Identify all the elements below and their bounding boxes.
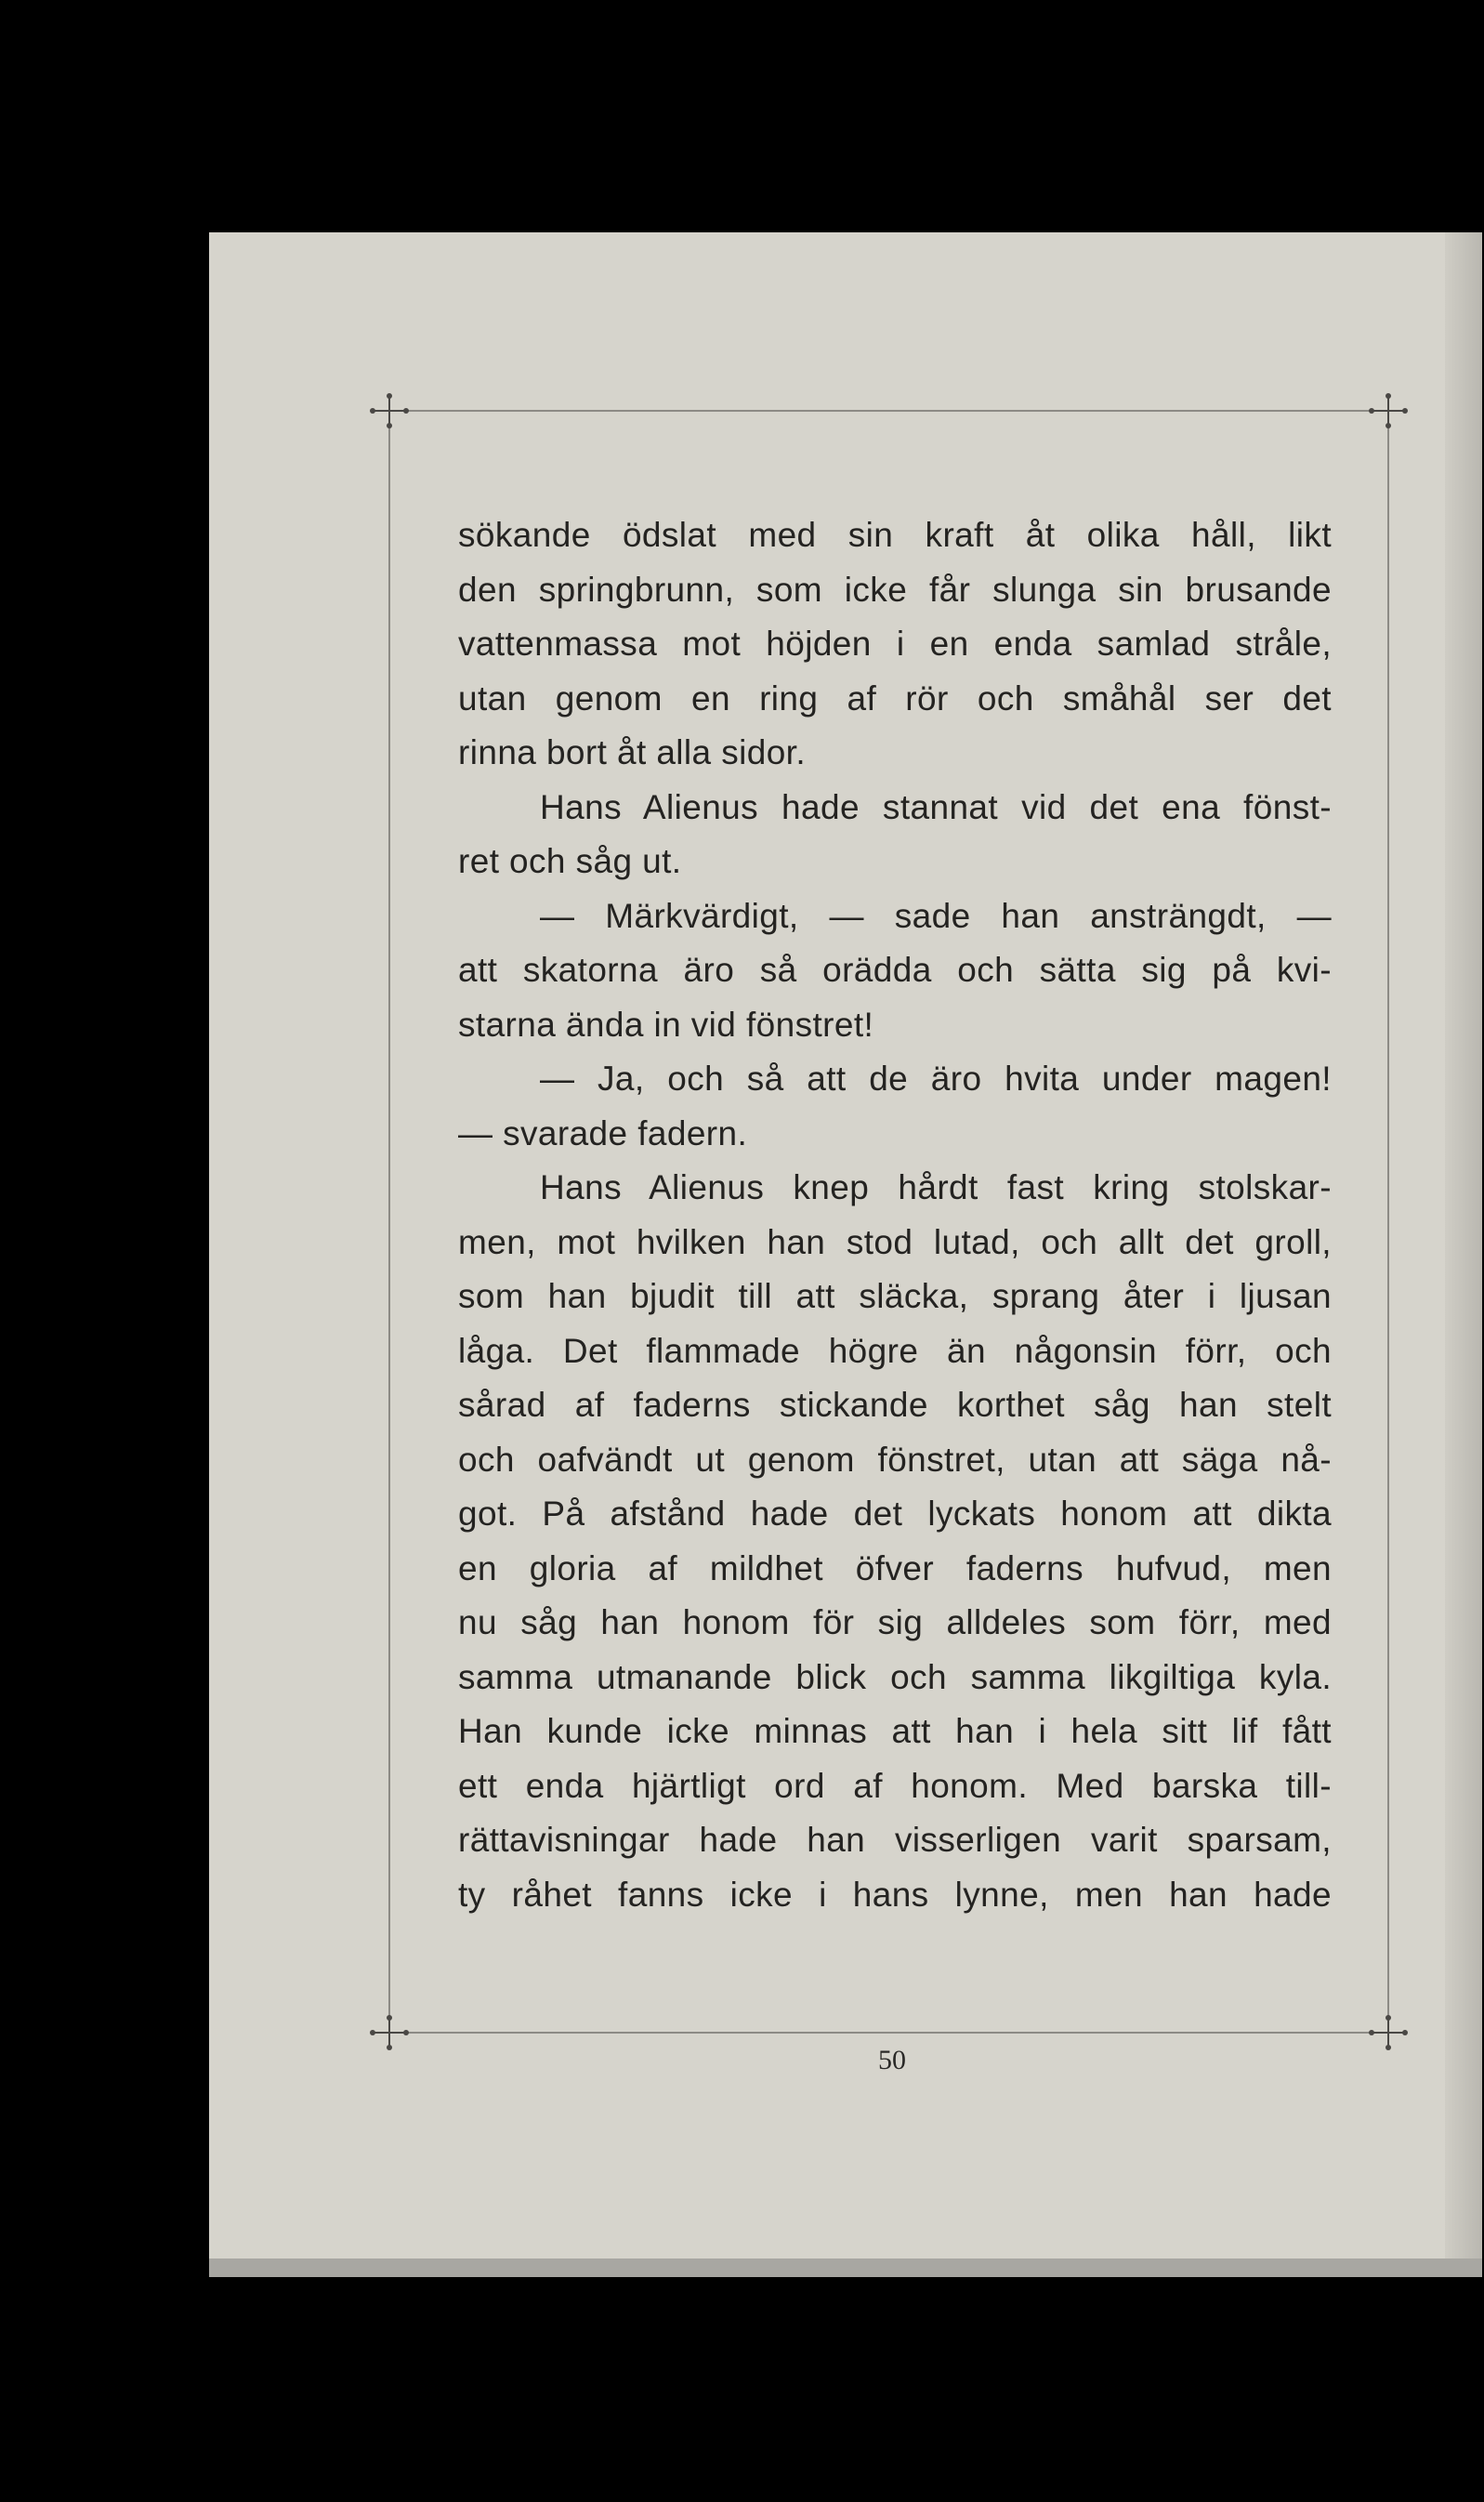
text-line: utan genom en ring af rör och småhål ser det <box>458 678 1332 718</box>
frame-right-rule <box>1387 428 1389 2026</box>
text-line: ty råhet fanns icke i hans lynne, men han hade <box>458 1875 1332 1914</box>
frame-left-rule <box>388 428 390 2026</box>
body-text <box>458 508 1332 1922</box>
text-line: vattenmassa mot höjden i en enda samlad stråle, <box>458 625 1332 663</box>
text-line: som han bjudit till att släcka, sprang åter i ljusan <box>458 1277 1332 1315</box>
text-line: den springbrunn, som icke får slunga sin brusande <box>458 570 1332 609</box>
page-bottom-edge <box>209 2258 1482 2277</box>
text-line: — Ja, och så att de äro hvita under magen! <box>540 1060 1332 1098</box>
corner-ornament-icon <box>1368 390 1409 431</box>
text-line: Hans Alienus knep hårdt fast kring stolskar- <box>540 1168 1332 1206</box>
text-line: Hans Alienus hade stannat vid det ena fönst- <box>540 787 1332 826</box>
text-line: got. På afstånd hade det lyckats honom att dikta <box>458 1495 1332 1533</box>
text-line: att skatorna äro så orädda och sätta sig på kvi- <box>458 951 1332 989</box>
text-line: rättavisningar hade han visserligen varit sparsam, <box>458 1821 1332 1859</box>
text-line: — svarade fadern. <box>458 1113 748 1152</box>
page-edge-shadow <box>1445 232 1482 2258</box>
page-number: 50 <box>878 2045 906 2075</box>
text-line: — Märkvärdigt, — sade han ansträngdt, — <box>540 896 1332 935</box>
frame-bottom-rule <box>390 2032 1389 2034</box>
text-line: Han kunde icke minnas att han i hela sitt lif fått <box>458 1712 1332 1750</box>
text-line: nu såg han honom för sig alldeles som förr, med <box>458 1603 1332 1641</box>
text-line: sårad af faderns stickande korthet såg han stelt <box>458 1386 1332 1424</box>
text-line: låga. Det flammade högre än någonsin förr, och <box>458 1331 1332 1370</box>
corner-ornament-icon <box>1368 2012 1409 2053</box>
text-line: sökande ödslat med sin kraft åt olika håll, likt <box>458 516 1332 554</box>
text-line: en gloria af mildhet öfver faderns hufvud, men <box>458 1548 1332 1587</box>
text-line: ret och såg ut. <box>458 842 682 880</box>
text-line: men, mot hvilken han stod lutad, och allt det groll, <box>458 1222 1332 1261</box>
text-line: och oafvändt ut genom fönstret, utan att säga nå- <box>458 1440 1332 1479</box>
text-line: starna ända in vid fönstret! <box>458 1005 874 1044</box>
text-line: ett enda hjärtligt ord af honom. Med barska till- <box>458 1766 1332 1805</box>
text-line: samma utmanande blick och samma likgiltiga kyla. <box>458 1657 1332 1696</box>
text-line: rinna bort åt alla sidor. <box>458 733 807 771</box>
frame-top-rule <box>390 410 1389 412</box>
corner-ornament-icon <box>369 390 410 431</box>
corner-ornament-icon <box>369 2012 410 2053</box>
